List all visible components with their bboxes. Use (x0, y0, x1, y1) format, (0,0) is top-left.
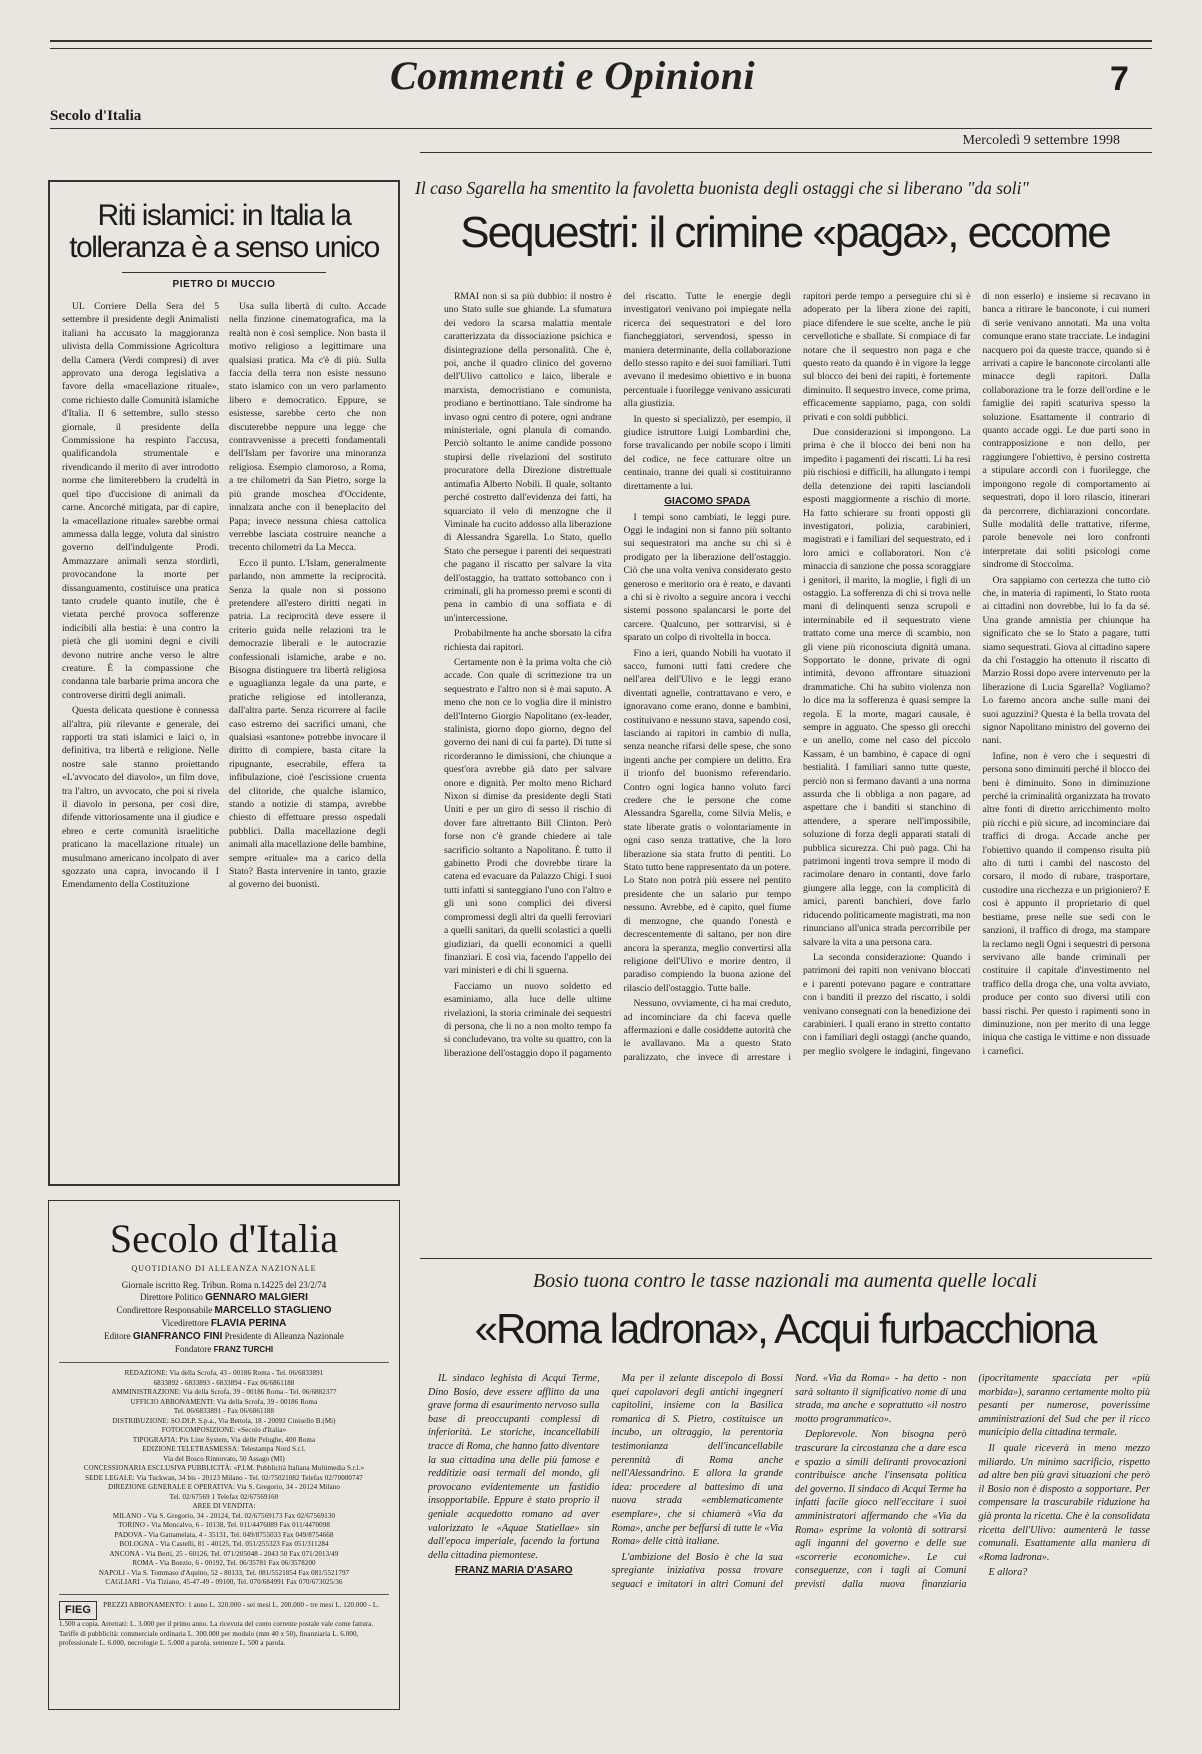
second-article-body (428, 1372, 1150, 1717)
office-line: AMMINISTRAZIONE: Via della Scrofa, 39 - 00186 Roma - Tel. 06/6882377 (111, 1388, 337, 1396)
paper-name: Secolo d'Italia (50, 108, 142, 124)
main-paragraph: Infine, non è vero che i sequestri di persona sono diminuiti perché il blocco dei beni è diminuito. Sono in diminuzione perché la criminalità organizzata ha trovato altre fonti di diretto arricchimento molto più ricchi e più sicure, ad incominciare dai traffici di droga. Accade anche per l'obiettivo quando il compenso risulta più alto di tutti i cambi del nascosto del corsaro, il modo di rubare, trasportare, custodire una ricchezza e un prigioniero? E così è appunto il proprietario di quel bestiame, prese nelle sue sedi con le sanzioni, il traffico di droga, ma stampare la reclamo negli Ogni i sequestri di persona servivano alle bande criminali per costituire il capitale d'investimento nel traffico della droga che, una volta avviato, produce per conto suo diversi utili con bassi rischi. Per questo i rapimenti sono in diminuzione, non per merito di una legge iniqua che castiga le vittime e non dissuade i carnefici. (982, 750, 1150, 1057)
second-paragraph: L'ambizione del Bosio è che la sua spregiante iniziativa possa trovare seguaci e imitatori in altri Comuni del Nord. «Via da Roma» - ha detto - non sarà soltanto il significativo nome di una strada, ma anche e soprattutto «il nostro motto programmatico». (611, 1373, 967, 1590)
masthead-separator (59, 1362, 389, 1363)
main-paragraph: Nessuno, ovviamente, ci ha mai creduto, ad incominciare da chi faceva quelle affermazioni e dalle cosiddette autorità che le avallavano. Ma a questo Stato paralizzato, che invece di arrestare i rapitori perde tempo a perseguire chi si è adoperato per la libera zione dei rapiti, piace difendere le sue scelte, anche le più cervellotiche e sballate. Si compiace di far notare che il sequestro non paga e che questo reato da quando è in vigore la legge sul blocco dei beni dei rapiti, è fortemente diminuito. Il sequestro invece, come prima, efficacemente sappiamo, paga, con soldi privati e con soldi pubblici. (623, 291, 971, 1063)
second-paragraph: Deplorevole. Non bisogna però trascurare la circostanza che a dare esca e spazio a simili deliranti provocazioni contribuisce anche l'insensata politica del governo. Il sindaco di Acqui Terme ha infatti facile gioco nell'eccitare i suoi amministratori affermando che «Via da Roma» esprime la volontà di sottrarsi agli inganni del governo e delle sue «scorrerie economiche». Le cui conseguenze, con i tagli ai Comuni previsti dalla nuova finanziaria (ipocritamente spacciata per «più morbida»), saranno certamente molto più pesanti per numerose, poverissime amministrazioni del Sud che per il ricco municipio della cittadina termale. (795, 1373, 1150, 1590)
left-article-box (48, 180, 400, 1186)
editor-name: MARCELLO STAGLIENO (214, 1305, 332, 1316)
left-article-body (62, 300, 386, 894)
office-line: CAGLIARI - Via Tiziano, 45-47-49 - 09100, Tel. 070/684991 Fax 070/673025/36 (105, 1578, 343, 1586)
office-line: DISTRIBUZIONE: SO.DI.P. S.p.a., Via Bettola, 18 - 20092 Cinisello B.(Mi) (112, 1416, 336, 1425)
masthead-director (59, 1291, 389, 1304)
main-paragraph: In questo si specializzò, per esempio, il giudice istruttore Luigi Lombardini che, forse travalicando per nobile scopo i limiti del codice, ne fece catturare oltre un centinaio, tranne dei quali si costituiranno direttamente a lui. (623, 413, 791, 492)
header-rule (50, 128, 1152, 129)
second-paragraph: E allora? (988, 1567, 1028, 1579)
office-line: 6833892 - 6833893 - 6833894 - Fax 06/6861188 (153, 1378, 295, 1387)
director-name: GENNARO MALGIERI (205, 1292, 308, 1303)
left-article-title: Riti islamici: in Italia la tolleranza è a senso unico (69, 199, 379, 264)
publisher-label: Editore (104, 1331, 131, 1341)
main-paragraph: I tempi sono cambiati, le leggi pure. Oggi le indagini non si fanno più soltanto sui sequestratori ma anche su chi si è prodigato per la liberazione dell'ostaggio. Ciò che una volta veniva considerato gesto generoso e meritorio ora è reato, e davanti a chi si è rivolto a seguire ancora i vecchi sistemi possono spalancarsi le porte del carcere. Qualcuno, per sottrarvisi, si è sparato un colpo di rivoltella in bocca. (623, 511, 791, 644)
publisher-name: GIANFRANCO FINI (132, 1331, 223, 1342)
office-line: SEDE LEGALE: Via Tuckwan, 34 bis - 20123 Milano - Tel. 02/75021082 Telefax 02/70000747 (85, 1473, 363, 1482)
second-article-rule (420, 1258, 1152, 1259)
top-rule-thin (50, 48, 1152, 49)
deputy-label: Vicedirettore (161, 1318, 209, 1328)
second-paragraph: IL sindaco leghista di Acqui Terme, Dino Bosio, deve essere afflitto da una grave forma di esaurimento nervoso sulla base di preoccupanti complessi di inferiorità. Le storiche, incancellabili tracce di Roma, che hanno fatto diventare la sua cittadina una delle più famose e redditizie oasi termali del mondo, gli provocano evidentemente un fastidio insopportabile. Eppure è stato proprio il geniale acquedotto romano ad aver valorizzato le «Aquae Statiellae» sin dall'epoca imperiale, facendo la fortuna della cittadina piemontese. (428, 1373, 600, 1561)
office-line: FOTOCOMPOSIZIONE: «Secolo d'Italia» (161, 1426, 287, 1434)
office-line: UFFICIO ABBONAMENTI: Via della Scrofa, 39 - 00186 Roma (130, 1397, 318, 1406)
subscriptions-text: PREZZI ABBONAMENTO: 1 anno L. 320.000 - sei mesi L. 200.000 - tre mesi L. 120.000 - L. 1.500 a copia. Arretrati: L. 3.000 per il primo anno. La ricevuta del conto corrente postale vale come fattura. Tariffe di pubblicità: commerciale ordinaria L. 300.000 per modulo (mm 40 x 50), finanziaria L. 6.000, professionale L. 6.000, necrologie L. 5.000 a parola, sentenze L. 500 a parola. (59, 1600, 380, 1647)
left-paragraph: Questa delicata questione è connessa all'altra, più rilevante e generale, dei rapporti tra stati islamici e laici o, in definitiva, tra libertà e religione. Nelle nostre sale stanno proiettando «L'avvocato del diavolo», un film dove, tra l'altro, un avvocato, che poi si rivela il diavolo in persona, per così dire, difende vittoriosamente una il giudice e ebreo e certe comunità israelitiche praticano la macellazione rituale) un musulmano americano incolpato di aver sgozzato una capra, invocando il I Emendamento della Costituzione (62, 705, 219, 891)
office-line: MILANO - Via S. Gregorio, 34 - 20124, Tel. 02/67569173 Fax 02/67569130 (112, 1511, 336, 1520)
office-line: TIPOGRAFIA: Pix Line System, Via delle Pelughe, 400 Roma (132, 1435, 316, 1444)
main-paragraph: RMAI non si sa più dubbio: il nostro è uno Stato sulle sue ghiande. La sfumatura dei vedoro la scarsa malattia mentale caratterizzata da dissociazione psichica e disintegrazione della personalità. Che è, poi, anche il quadro clinico del governo dell'Ulivo cattolico e laico, liberale e marxista, democristiano e comunista, prodiano e bertinottiano. Tale sindrome ha invaso ogni centro di potere, ogni andrane ministeriale, ogni planula di comando. Perciò soltanto le anime candide possono stupirsi delle rivelazioni del sostituto procuratore della Direzione distrettuale antimafia Alberto Nobili. Il quale, soltanto perché costretto dall'evidenza dei fatti, ha squarciato il velo di menzogne che il Viminale ha cucito addosso alla liberazione di Alessandra Sgarella. Lo Stato, quello Stato che persegue i parenti dei sequestrati che pagano il riscatto per salvare la vita dell'ostaggio, ha trattato sottobanco con i criminali, gli ha promesso premi e sconti di pena in cambio di una soffiata e di un'intercessione. (444, 291, 612, 624)
top-rule (50, 40, 1152, 42)
left-paragraph: Ecco il punto. L'Islam, generalmente parlando, non ammette la reciprocità. Senza la quale non si possono pretendere all'estero diritti negati in patria. La reciprocità deve essere il criterio guida nelle relazioni tra le democrazie liberali e le autocrazie confessionali islamiche, arabe e no. Bisogna distinguere tra libertà religiosa e uguaglianza legale da una parte, e pratiche religiose ed intolleranza, dall'altra parte. Senza ricorrere al facile caso estremo dei sacrifici umani, che qualsiasi «santone» potrebbe invocare il diritto di compiere, basta citare la ripugnante, esecrabile, effera ta infibulazione, cioè l'escissione cruenta del clitoride, che qualche islamico, stando a notizie di stampa, avrebbe chiesto di effettuare presso ospedali pubblici. Dalla macellazione degli animali alla macellazione delle bambine, sempre «rituale» ma a carico della Stato? Basta intervenire in tanto, grazie al governo dei buonisti. (229, 557, 386, 891)
office-line: BOLOGNA - Via Castelli, 81 - 40125, Tel. 051/255323 Fax 051/311284 (119, 1540, 329, 1548)
main-paragraph: Facciamo un nuovo soldetto ed esaminiamo, alla luce delle ultime rivelazioni, la storia criminale dei sequestri di persona, che li no a non molto tempo fa si concludevano, tra volte su quattro, con la liberazione dell'ostaggio dopo il pagamento del riscatto. Tutte le energie degli investigatori venivano poi impiegate nella ricerca dei sequestratori e del loro fiancheggiatori, servendosi, spesso in maniera determinante, della collaborazione dello stesso rapito e dei suoi familiari. Tutti avevano il medesimo obiettivo e in buona percentuale i fuorilegge venivano assicurati alla giustizia. (444, 291, 791, 1059)
masthead-deputy (59, 1317, 389, 1330)
masthead-offices (59, 1369, 389, 1588)
main-paragraph: Fino a ieri, quando Nobili ha vuotato il sacco, fumoni tutti fatti credere che nell'area dell'Ulivo e le leggi erano diventati agnelle, contrattavano e vero, e ignoravano come erano, donne e bambini, costituivano e nessuno stava, sapendo così, lasciando ai rapitori in cambio di nulla, senza neanche rifarsi delle spese, che sono ingenti anche per compiere un delitto. Era il trionfo del buonismo referendario. Contro ogni logica hanno voluto farci credere che le persone che come Alessandra Sgarella, come Silvia Melis, e state liberate gratis o volontariamente in ogni caso senza trattative, che la loro liberazione sia stata frutto di pentiti. Lo Stato tutto bene rappresentato da un potere. Lo Stato non potrà più essere nel pentito presidente che un salario pur tempo nessuno. Avrebbe, ed è capito, quel fiume di menzogne, che quando l'onestà e decrescentemente di saltano, per non dire ancora la speranza, meglio convertirsi alla religione dell'Ulivo e morire dentro, il paradiso compiendo la buona azione del rilascio dell'ostaggio. Tutte balle. (623, 647, 791, 994)
issue-date: Mercoledì 9 settembre 1998 (962, 133, 1120, 148)
office-line: EDIZIONE TELETRASMESSA: Telestampa Nord S.r.l. (142, 1445, 306, 1453)
director-label: Direttore Politico (140, 1292, 203, 1302)
section-title-text: Commenti e Opinioni (390, 53, 756, 98)
office-line: PADOVA - Via Gattamelata, 4 - 35131, Tel. 049/8755033 Fax 049/8754668 (114, 1530, 334, 1539)
masthead-box (48, 1200, 400, 1710)
masthead-founder (59, 1343, 389, 1356)
left-paragraph: UL Corriere Della Sera del 5 settembre il presidente degli Animalisti italiani ha accusato la maggioranza ulivista della Commissione Agricoltura della Camera (Verdi compresi) di aver approvato una deroga legislativa a favore della «macellazione rituale», come richiesto dalle Comunità islamiche d'Italia. Il 6 settembre, sullo stesso giornale, il presidente della Commissione ha respinto l'accusa, qualificandola strumentale e rivendicando il merito di aver introdotto norme che limiterebbero la crudeltà in quel tipo d'uccisione di animali da carne. Ancorché mitigata, par di capire, la «macellazione rituale» sarebbe ormai ammessa dalla legge, voluta dal sinistro governo dell'indulgente Prodi. Ammazzare animali senza stordirli, provocandone la morte per dissanguamento, costituisce una pratica tanto crudele quanto inutile, che è vietata perché provoca sofferenze indicibili alla bestia: è una contro la pietà che gli uomini degni e civili devono nutrire anche verso le altre creature. È la compassione che condanna tale barbarie prima ancora che controverse dirittì degli animali. (62, 301, 219, 701)
main-article-body (444, 290, 1150, 1240)
second-article-headline: «Roma ladrona», Acqui furbacchiona (474, 1305, 1096, 1352)
fieg-logo: FIEG (59, 1601, 97, 1621)
second-paragraph: Ma per il zelante discepolo di Bossi quei capolavori degli antichi ingegneri capitolini, insieme con la Basilica romanica di S. Pietro, costituisce un incubo, un oltraggio, la perentoria testimonianza dell'incancellabile perennità di Roma anche nell'Alessandrino. E allora la grande idea: procedere al battesimo di una nuova strada «emblematicamente esemplare», che si chiamerà «Via da Roma», anche per beffarsi di tutte le «Via Roma» delle città italiane. (611, 1373, 783, 1548)
office-line: AREE DI VENDITA: (192, 1502, 256, 1510)
editor-label: Condirettore Responsabile (116, 1305, 213, 1315)
masthead-editor (59, 1304, 389, 1317)
left-title-rule (122, 272, 326, 273)
main-paragraph: Ora sappiamo con certezza che tutto ciò che, in materia di rapimenti, lo Stato ruota ai cittadini non dovrebbe, lui lo fa da sé. Una grande amnistia per chiunque ha significato che se lo Stato a pagare, tutti siamo sequestrati. Giova al cittadino sapere da chi l'ostaggio ha ottenuto il riscatto di Marzio Rossi dopo avere intervenuto per la liberazione di Lucia Sgarella? Vogliamo? Lo faremo ancora anche sulle mani dei suoi aguzzini? Questa è la bella trovata del signor Napolitano ministro del governo dei nani. (982, 574, 1150, 747)
section-title (390, 52, 840, 122)
office-line: ROMA - Via Boezio, 6 - 00192, Tel. 06/35781 Fax 06/3578200 (132, 1559, 316, 1567)
main-paragraph: Probabilmente ha anche sborsato la cifra richiesta dai rapitori. (444, 628, 612, 653)
publisher-role: Presidente di Alleanza Nazionale (224, 1331, 344, 1341)
office-line: Via del Bosco Rinnovato, 50 Assago (MI) (163, 1454, 285, 1463)
date-rule (420, 152, 1152, 153)
masthead-publisher (59, 1330, 389, 1343)
office-line: CONCESSIONARIA ESCLUSIVA PUBBLICITÀ: «P.I.M. Pubblicità Italiana Multimedia S.r.l.» (83, 1464, 365, 1472)
office-line: ANCONA - Via Berti, 25 - 60126, Tel. 071/205048 - 2043 50 Fax 071/2013/49 (109, 1549, 339, 1558)
office-line: NAPOLI - Via S. Tommaso d'Aquino, 52 - 80133, Tel. 081/5521854 Fax 081/5521797 (98, 1568, 350, 1577)
masthead-registration: Giornale iscritto Reg. Tribun. Roma n.14225 del 23/2/74 (121, 1280, 327, 1290)
second-article-kicker: Bosio tuona contro le tasse nazionali ma aumenta quelle locali (532, 1270, 1038, 1292)
main-paragraph: Certamente non è la prima volta che ciò accade. Con quale di scrittezione tra un sequestrato e l'altro non si è mai saputo. A meno che non ce lo voglia dire il ministro dell'Interno Giorgio Napolitano (ex-leader, stalinista, giorno dopo giorno, degno del governo dei nani di cui fa parte). Di tutte si ricorderanno le dimissioni, che chiunque a quest'ora avrebbe già dato per salvare onore e dignità. Per molto meno Richard Nixon si dimise da presidente degli Stati Uniti e per un giro di sesso il rischio di dover fare altrettanto Bill Clinton. Però forse non c'è grande chiedere ai tale sacrificio soltanto a Napolitano. È tutto il gabinetto Prodi che dovrebbe tirare la catena ed evacuare da Palazzo Chigi. I suoi tutti infatti si santeggiano l'uno con l'altro e gli uni sono complici dei diversi compromessi degli altri da quelli ferroviari a quelli sanitari, da quelli scolastici a quelli giudiziari, da quelli economici a quelli finanziari. E così via, facendo l'appello dei vari ministeri e di chi li sguerna. (444, 656, 612, 977)
office-line: TORINO - Via Moncalvo, 6 - 10138, Tel. 011/4476089 Fax 011/4470098 (118, 1521, 330, 1529)
main-article-byline: GIACOMO SPADA (664, 496, 751, 508)
office-line: Tel. 02/67569 1 Telefax 02/67569160 (169, 1492, 279, 1501)
office-line: REDAZIONE: Via della Scrofa, 43 - 00186 Roma - Tel. 06/6833891 (124, 1369, 324, 1377)
office-line: DIREZIONE GENERALE E OPERATIVA: Via S. Gregorio, 34 - 20124 Milano (108, 1483, 340, 1491)
main-paragraph: Due considerazioni si impongono. La prima è che il blocco dei beni non ha impedito i pagamenti dei riscatti. Li ha resi più rischiosi e difficili, ha allungato i tempi della detenzione dei rapiti lasciandoli esposti maggiormente a rischio di morte. Ha fatto schierare su fronti opposti gli investigatori, polizia, carabinieri, magistrati e i familiari del sequestrato, ed i loro amici e collaboratori. Non c'è minaccia di sanzione che possa scoraggiare i genitori, il marito, la moglie, i figli di un ostaggio. La sofferenza di chi si trova nelle mani di delinquenti senza scrupoli e interminabile ed il sequestrato viene trattato come una merce di scambio, non gli viene più riconosciuta dignità umana. Sopportato le donne, private di ogni intimità, devono affrontare situazioni drammatiche. Chi ha subìto violenza non lo dice ma la sofferenza è quasi sempre la regola. E la morte, magari causale, è sempre in agguato. Che spesso gli orecchi e un anello, come nel caso del piccolo Kassam, è un bambino, è capace di ogni bestialità. I familiari sanno tutte queste, perciò non si fermano davanti a una norma assurda che li obbliga a non pagare, ad aspettare che i banditi si stanchino di attendere, a sperare nell'impossibile, soluzione di forza degli apparati statali di pubblica sicurezza. Chi può paga. Chi ha patrimoni ingenti trova sempre il modo di racimolare denaro in contanti, dove farlo giungere alla legge, con la complicità di amici, parenti banchieri, dove farlo riducendo politicamente magistrati, ma non rinunciano all'unica strada percorribile per salvare la vita a una persona cara. (803, 427, 971, 948)
masthead-name: Secolo d'Italia (109, 1216, 339, 1261)
masthead-subscriptions (59, 1601, 389, 1649)
main-paragraph: La seconda considerazione: Quando i patrimoni dei rapiti non venivano bloccati e i parenti potevano pagare e contrattare con i banditi il prezzo del riscatto, i soldi venivano consegnati con la benedizione dei carabinieri. I quali erano in stretto contatto con i familiari degli ostaggi (anche quando, per meglio svolgere le indagini, fingevano di non esserlo) e insieme si recavano in banca a ritirare le banconote, i cui numeri di serie venivano annotati. Ma una volta comunque erano state tracciate. Le indagini nacquero poi da queste tracce, quando si è arrivati a capire le banconote circolanti alle minacce degli rapitori. Dalla collaborazione tra le forze dell'ordine e le famiglie dei rapiti scaturiva spesso la soluzione. Esattamente il contrario di quanto accade oggi. Le due parti sono in contrapposizione e non dello, per raggiungere l'obiettivo, è persino costretta a stipulare accordi con i fuorilegge, che impongono regole di comportamento ai sequestrati, dopo il loro rilascio, itinerari da percorrere, dichiarazioni concordate. Sulle modalità delle trattative, riferme, parole benevole nei loro confronti interpretate dai soliti psicologi come sindrome di Stoccolma. (803, 291, 1150, 1057)
masthead-tagline: QUOTIDIANO DI ALLEANZA NAZIONALE (131, 1264, 317, 1273)
page-number: 7 (1110, 60, 1129, 98)
founder-label: Fondatore (174, 1344, 212, 1354)
main-article-kicker: Il caso Sgarella ha smentito la favoletta buonista degli ostaggi che si liberano "da soli" (415, 178, 1029, 198)
second-article-byline: FRANZ MARIA D'ASARO (454, 1565, 573, 1577)
main-article-headline: Sequestri: il crimine «paga», eccome (460, 208, 1110, 257)
left-paragraph: Usa sulla libertà di culto. Accade nella finzione cinematografica, ma la realtà non è così semplice. Non basta il motivo religioso a legittimare una qualsiasi pratica. Ma c'è di più. Sulla faccia della terra non esiste nessuno stato islamico con un vero parlamento libero e democratico. Eppure, se esistesse, sarebbe certo che non discuterebbe neppure una legge che contravvenisse a precetti fondamentali dell'Islam per favorire una minoranza religiosa. Esempio clamoroso, a Roma, a tre chilometri da San Pietro, sorge la più grande moschea d'Occidente, innalzata anche con il beneplacito del Papa; invece nessuna chiesa cattolica verrebbe lasciata costruire neanche a trecento chilometri da La Mecca. (229, 301, 386, 554)
second-paragraph: Il quale riceverà in meno mezzo miliardo. Un minimo sacrificio, rispetto ad altre ben più gravi situazioni che però il Bosio non è disposto a sopportare. Per compensare la trascurabile riduzione ha già pronta la ricetta. Che è la consolidata ricetta dell'Ulivo: aumenterà le tasse comunali. Esattamente alla maniera di «Roma ladrona». (978, 1442, 1150, 1563)
founder-name: FRANZ TURCHI (213, 1345, 274, 1354)
office-line: Tel. 06/6833891 - Fax 06/6861188 (173, 1407, 275, 1415)
left-article-byline: PIETRO DI MUCCIO (172, 279, 276, 290)
masthead-separator (59, 1594, 389, 1595)
deputy-name: FLAVIA PERINA (210, 1318, 287, 1329)
